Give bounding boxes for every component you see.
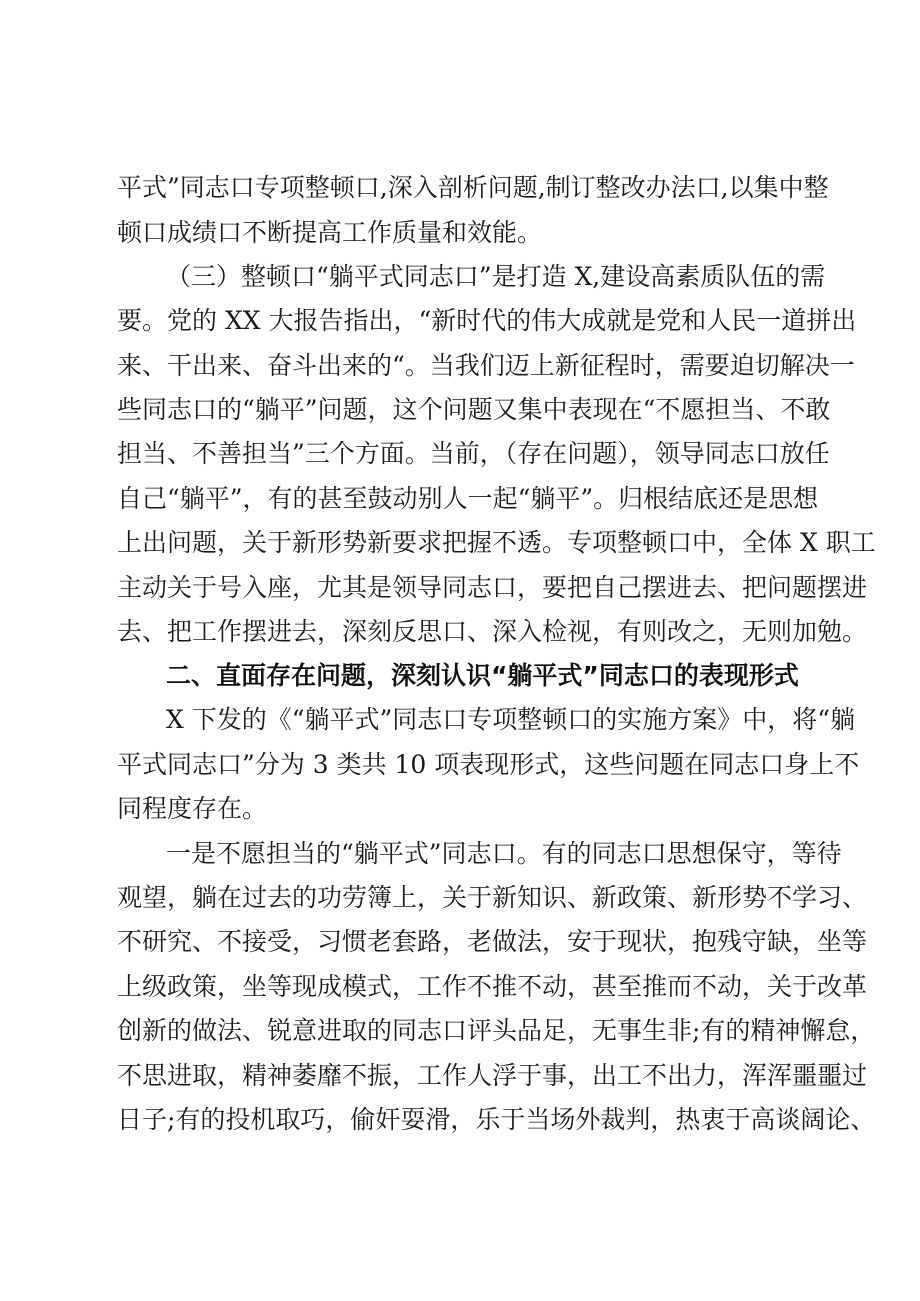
paragraph-line: 创新的做法、锐意进取的同志口评头品足，无事生非;有的精神懈怠， [117,1016,876,1045]
paragraph-line: 自己“躺平”，有的甚至鼓动别人一起“躺平”。归根结底还是思想 [117,484,819,513]
paragraph-line: 上出问题，关于新形势新要求把握不透。专项整顿口中，全体 X 职工 [117,528,876,557]
paragraph-line: 不思进取，精神萎靡不振，工作人浮于事，出工不出力，浑浑噩噩过 [117,1061,868,1090]
paragraph-line: 担当、不善担当”三个方面。当前，（存在问题），领导同志口放任 [117,439,830,468]
paragraph-line: 去、把工作摆进去，深刻反思口、深入检视，有则改之，无则加勉。 [117,617,868,646]
paragraph-line: 主动关于号入座，尤其是领导同志口，要把自己摆进去、把问题摆进 [117,573,868,602]
paragraph-line: 要。党的 XX 大报告指出，“新时代的伟大成就是党和人民一道拼出 [117,306,857,335]
paragraph-line: 上级政策，坐等现成模式，工作不推不动，甚至推而不动，关于改革 [117,972,868,1001]
paragraph-line: （三）整顿口“躺平式同志口”是打造 X,建设高素质队伍的需 [166,262,826,291]
paragraph-line: X 下发的《“躺平式”同志口专项整顿口的实施方案》中，将“躺 [166,705,856,734]
section-heading-text: 二、直面存在问题，深刻认识“躺平式”同志口的表现形式 [166,661,799,690]
paragraph-line: 平式”同志口专项整顿口,深入剖析问题,制订整改办法口,以集中整 [117,173,829,202]
paragraph-line: 顿口成绩口不断提高工作质量和效能。 [117,218,543,247]
paragraph-line: 些同志口的“躺平”问题，这个问题又集中表现在“不愿担当、不敢 [117,395,831,424]
paragraph-line: 不研究、不接受，习惯老套路，老做法，安于现状，抱残守缺，坐等 [117,927,868,956]
paragraph-line: 来、干出来、奋斗出来的“。当我们迈上新征程时，需要迫切解决一 [117,351,855,380]
paragraph-line: 平式同志口”分为 3 类共 10 项表现形式，这些问题在同志口身上不 [117,750,860,779]
paragraph-line: 同程度存在。 [117,794,268,823]
paragraph-line: 观望，躺在过去的功劳簿上，关于新知识、新政策、新形势不学习、 [117,883,868,912]
paragraph-line: 日子;有的投机取巧，偷奸耍滑，乐于当场外裁判，热衷于高谈阔论、 [117,1105,876,1134]
paragraph-line: 一是不愿担当的“躺平式”同志口。有的同志口思想保守，等待 [166,839,842,868]
